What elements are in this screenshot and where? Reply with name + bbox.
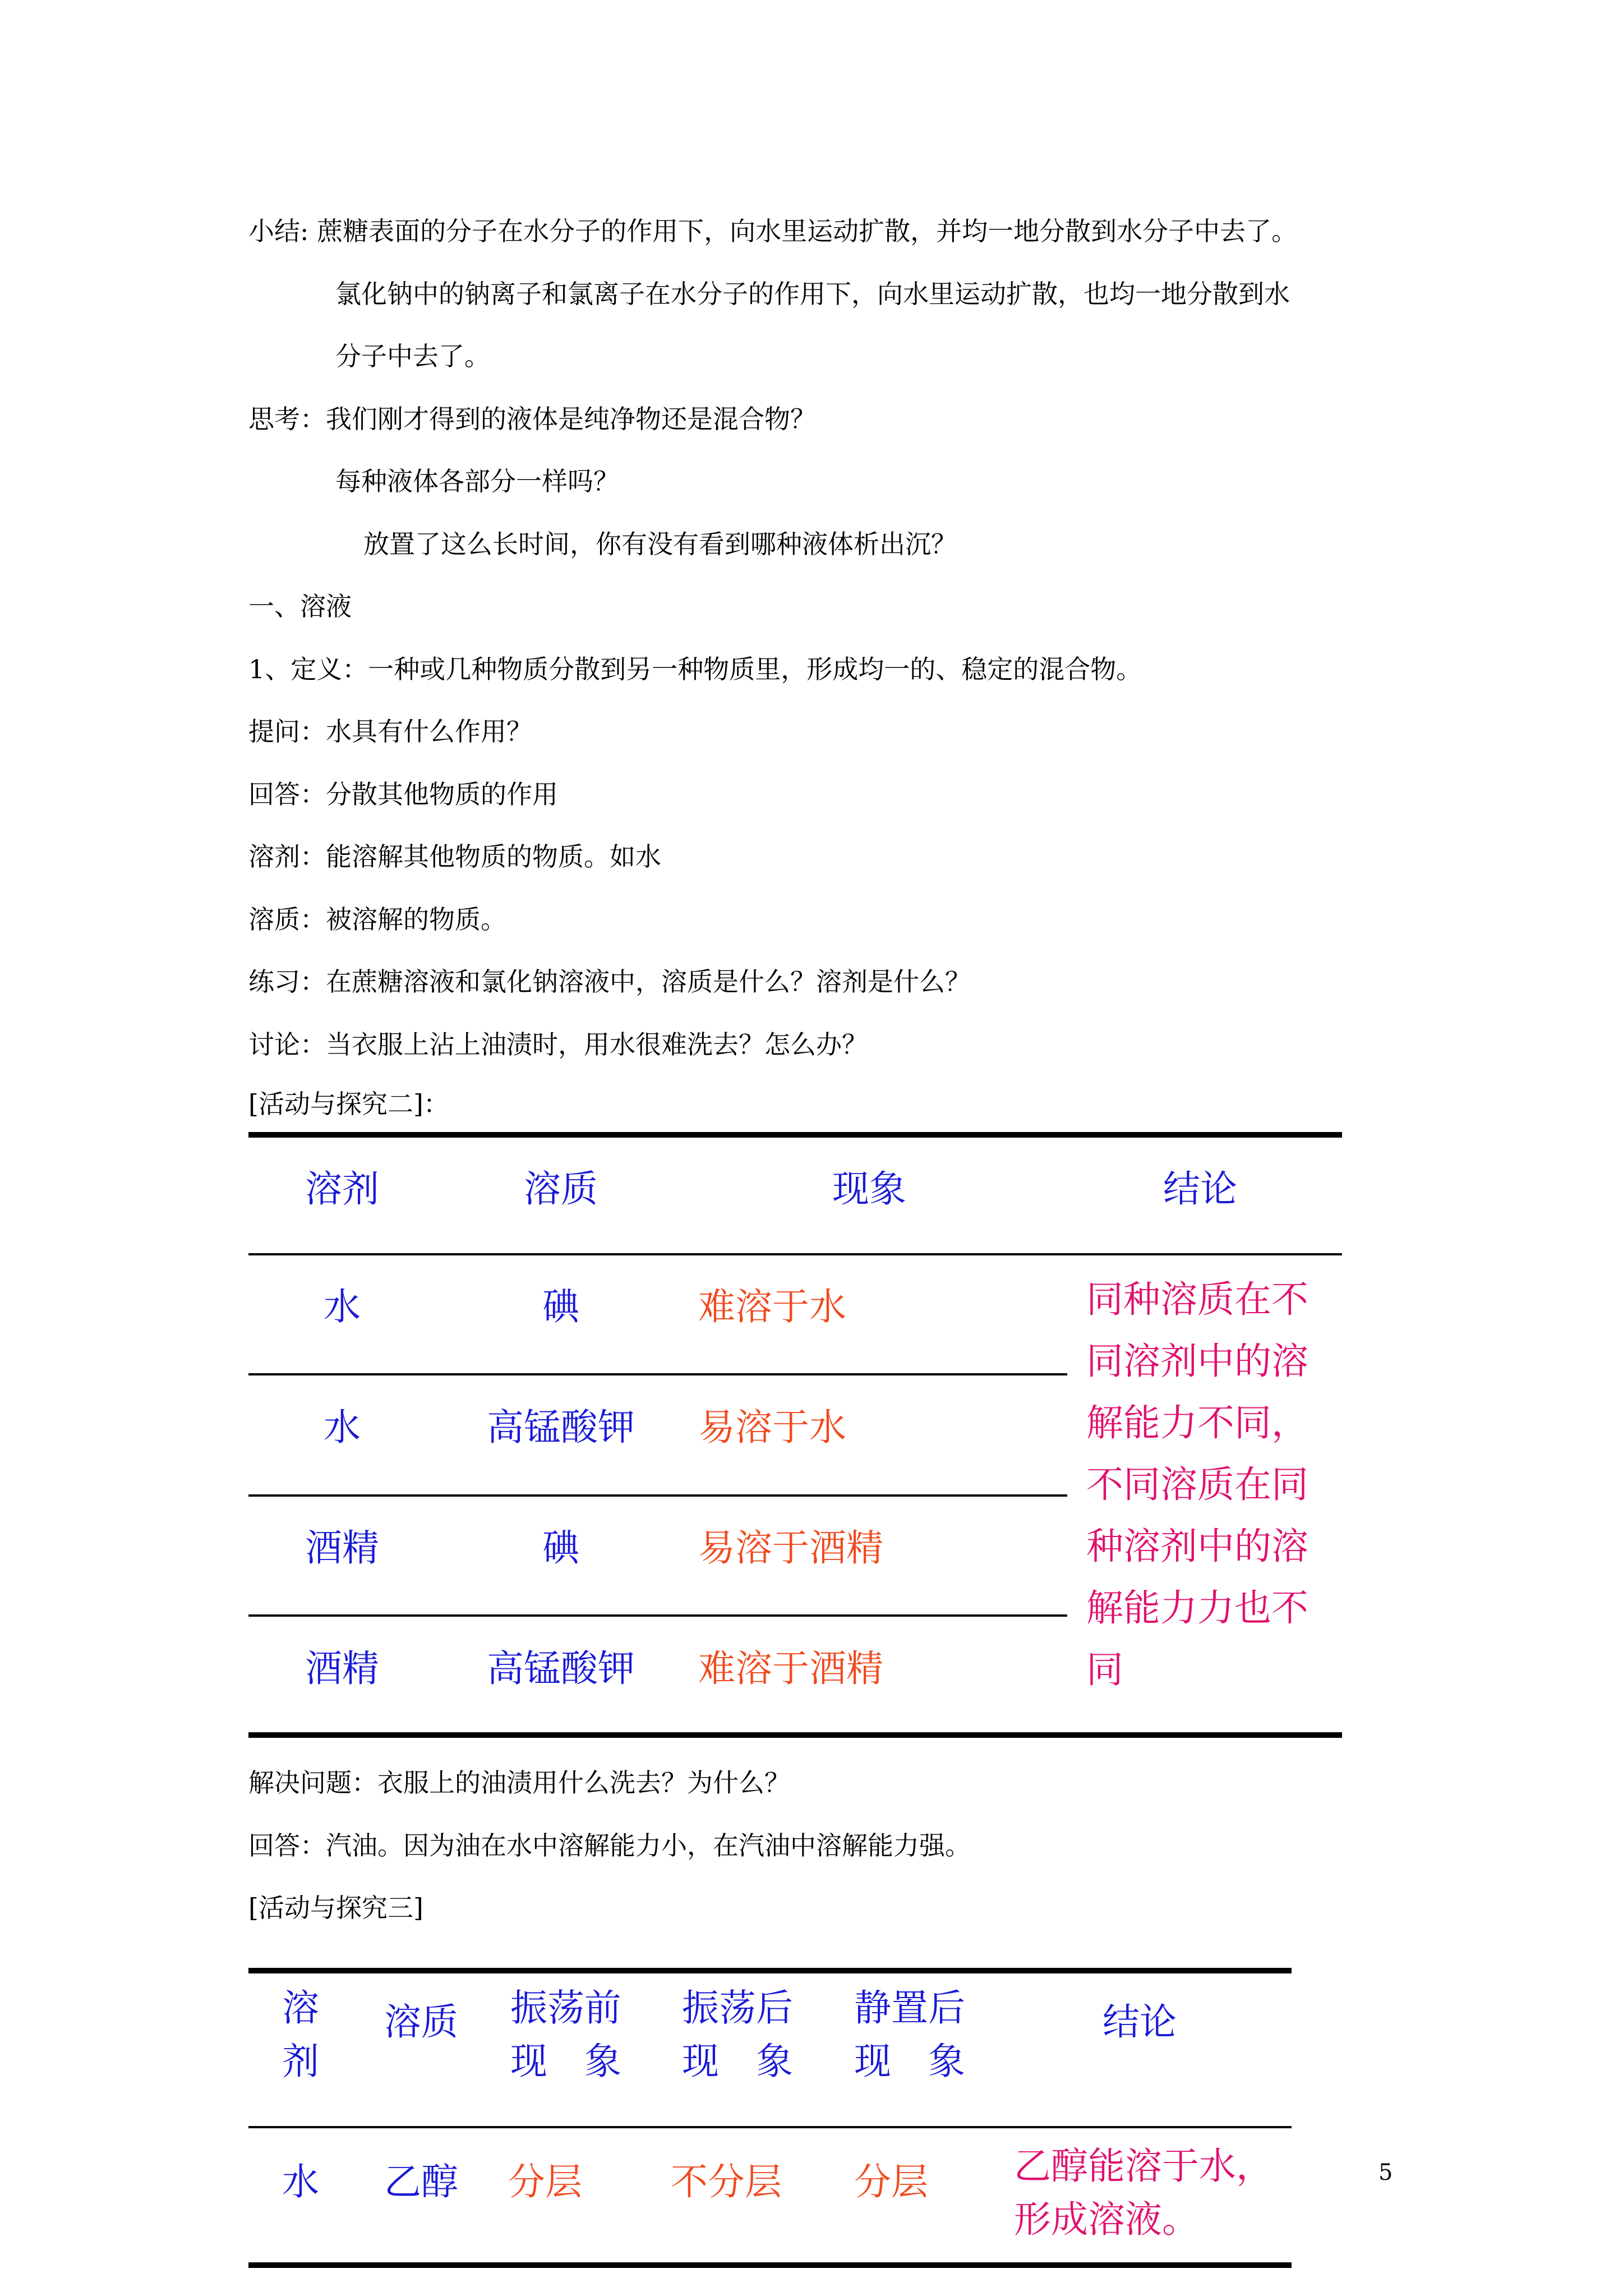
header-solvent: 溶剂 [305, 1167, 379, 1211]
cell-solute: 碘 [542, 1285, 579, 1328]
header-before-2: 现 象 [510, 2040, 621, 2083]
cell-conclusion-2: 形成溶液。 [1014, 2198, 1199, 2241]
table-top-rule [248, 1968, 1292, 1973]
definition: 1、定义：一种或几种物质分散到另一种物质里，形成均一的、稳定的混合物。 [248, 654, 1142, 684]
summary-line-1: 小结: 蔗糖表面的分子在水分子的作用下，向水里运动扩散，并均一地分散到水分子中去了。 [248, 216, 1298, 246]
header-solute: 溶质 [524, 1167, 598, 1211]
cell-solute: 碘 [542, 1526, 579, 1570]
think-question-2: 每种液体各部分一样吗？ [335, 466, 619, 496]
cell-after: 不分层 [671, 2160, 782, 2203]
table-row-rule [248, 1614, 1067, 1617]
think-question-1: 思考：我们刚才得到的液体是纯净物还是混合物？ [248, 404, 816, 434]
solve-question: 解决问题：衣服上的油渍用什么洗去？为什么？ [248, 1768, 790, 1798]
activity-3-heading: [活动与探究三] [248, 1893, 423, 1923]
summary-line-2: 氯化钠中的钠离子和氯离子在水分子的作用下，向水里运动扩散，也均一地分散到水 [335, 279, 1290, 309]
cell-solute: 乙醇 [384, 2160, 458, 2203]
solute-definition: 溶质：被溶解的物质。 [248, 904, 506, 935]
cell-solute: 高锰酸钾 [487, 1647, 635, 1690]
think-question-3: 放置了这么长时间，你有没有看到哪种液体析出沉？ [363, 529, 957, 559]
table-header-rule [248, 2126, 1292, 2128]
cell-phenomenon: 难溶于酒精 [698, 1647, 883, 1690]
discussion: 讨论：当衣服上沾上油渍时，用水很难洗去？怎么办？ [248, 1029, 868, 1060]
answer-water-role: 回答：分散其他物质的作用 [248, 779, 558, 809]
solvent-definition: 溶剂：能溶解其他物质的物质。如水 [248, 841, 661, 872]
cell-phenomenon: 难溶于水 [698, 1285, 846, 1328]
header-phenomenon: 现象 [832, 1167, 906, 1211]
header-conclusion: 结论 [1163, 1167, 1237, 1211]
conclusion-line: 解能力力也不 [1086, 1586, 1308, 1630]
conclusion-line: 不同溶质在同 [1086, 1463, 1308, 1506]
conclusion-line: 种溶剂中的溶 [1086, 1525, 1308, 1568]
table-header-rule [248, 1253, 1342, 1255]
exercise: 练习：在蔗糖溶液和氯化钠溶液中，溶质是什么？溶剂是什么？ [248, 967, 971, 997]
conclusion-line: 同种溶质在不 [1086, 1278, 1308, 1321]
cell-phenomenon: 易溶于酒精 [698, 1526, 883, 1570]
summary-label: 小结 [248, 216, 300, 246]
activity-2-heading: [活动与探究二]： [248, 1089, 449, 1119]
conclusion-line: 同溶剂中的溶 [1086, 1340, 1308, 1383]
header-solvent-1: 溶 [282, 1986, 319, 2030]
table-bottom-rule [248, 1732, 1342, 1738]
table-top-rule [248, 1132, 1342, 1138]
conclusion-line: 同 [1086, 1648, 1123, 1691]
header-after-1: 振荡后 [682, 1986, 793, 2030]
cell-solvent: 水 [324, 1406, 361, 1449]
table-bottom-rule [248, 2262, 1292, 2268]
cell-phenomenon: 易溶于水 [698, 1406, 846, 1449]
header-after-2: 现 象 [682, 2040, 793, 2083]
section-heading: 一、溶液 [248, 591, 352, 622]
header-conclusion: 结论 [1103, 2000, 1177, 2044]
conclusion-line: 解能力不同， [1086, 1401, 1308, 1444]
cell-solvent: 酒精 [305, 1647, 379, 1690]
header-solvent-2: 剂 [282, 2040, 319, 2083]
summary-line-3: 分子中去了。 [335, 341, 490, 371]
cell-before: 分层 [508, 2160, 582, 2203]
cell-conclusion-1: 乙醇能溶于水， [1014, 2145, 1273, 2188]
cell-solvent: 水 [324, 1285, 361, 1328]
cell-solvent: 酒精 [305, 1526, 379, 1570]
cell-solute: 高锰酸钾 [487, 1406, 635, 1449]
table-row-rule [248, 1494, 1067, 1497]
header-rest-1: 静置后 [854, 1986, 965, 2030]
cell-rest: 分层 [854, 2160, 928, 2203]
page-number: 5 [1378, 2160, 1393, 2185]
solve-answer: 回答：汽油。因为油在水中溶解能力小，在汽油中溶解能力强。 [248, 1830, 971, 1861]
header-before-1: 振荡前 [510, 1986, 621, 2030]
summary-text-1: 蔗糖表面的分子在水分子的作用下，向水里运动扩散，并均一地分散到水分子中去了。 [317, 216, 1298, 246]
header-rest-2: 现 象 [854, 2040, 965, 2083]
question-water-role: 提问：水具有什么作用？ [248, 716, 532, 747]
conclusion-cell [1086, 1269, 1308, 1701]
cell-solvent: 水 [282, 2160, 319, 2203]
header-solute: 溶质 [384, 2000, 458, 2044]
table-row-rule [248, 1373, 1067, 1375]
